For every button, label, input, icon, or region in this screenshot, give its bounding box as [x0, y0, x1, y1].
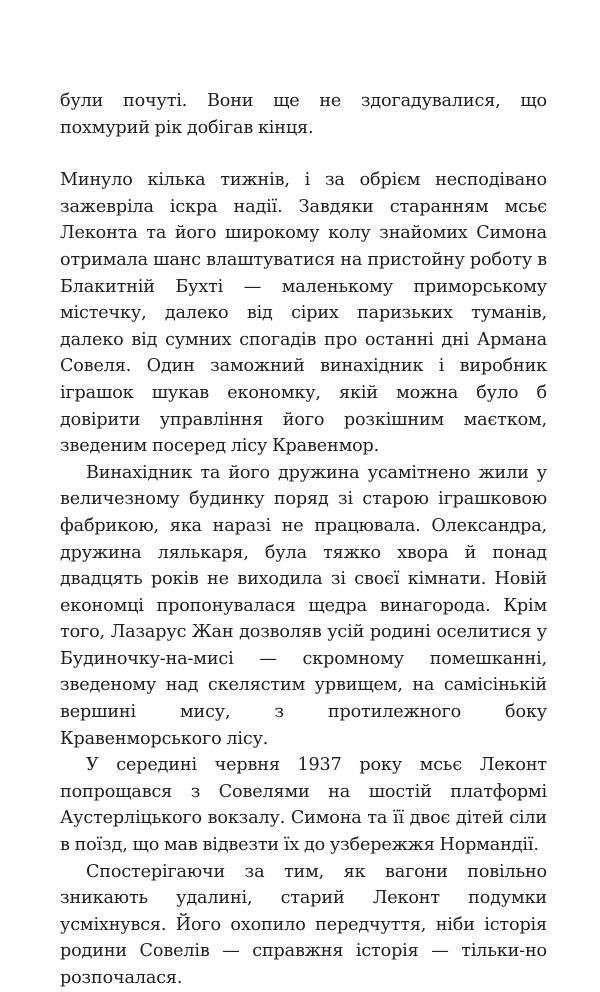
paragraph-2: Минуло кілька тижнів, і за обрієм несподівано зажевріла іскра надії. Завдяки старанням мсьє Леконта та його широкому колу знайомих Симона отримала шанс влаштуватися на пристойну роботу в Блакитній Бухті — маленькому приморському містечку, далеко від сірих паризьких туманів, далеко від сумних спогадів про останні дні Армана Совеля. Один заможний винахідник і виробник іграшок шукав економку, якій можна було б довірити управління його розкішним маєтком, зведеним посеред лісу Кравенмор.: [60, 170, 547, 457]
book-page: [60, 88, 547, 992]
paragraph-3: Винахідник та його дружина усамітнено жили у величезному будинку поряд зі старою іграшковою фабрикою, яка наразі не працювала. Олександра, дружина лялькаря, була тяжко хвора й понад двадцять років не виходила зі своєї кімнати. Новій економці пропонувалася щедра винагорода. Крім того, Лазарус Жан дозволяв усій родині оселитися у Будиночку-на-мисі — скромному помешканні, зведеному над скелястим урвищем, на самісінькій вершині мису, з протилежного боку Кравенморського лісу.: [60, 462, 547, 749]
paragraph-4: У середині червня 1937 року мсьє Леконт попрощався з Совелями на шостій платформі Аустерліцького вокзалу. Симона та її двоє дітей сіли в поїзд, що мав відвезти їх до узбережжя Нормандії.: [60, 755, 547, 856]
paragraph-1: були почуті. Вони ще не здогадувалися, що похмурий рік добігав кінця.: [60, 91, 547, 138]
paragraph-5: Спостерігаючи за тим, як вагони повільно зникають удалині, старий Леконт подумки усміхнувся. Його охопило передчуття, ніби історія родини Совелів — справжня історія — тільки-но розпочалася.: [60, 861, 547, 988]
